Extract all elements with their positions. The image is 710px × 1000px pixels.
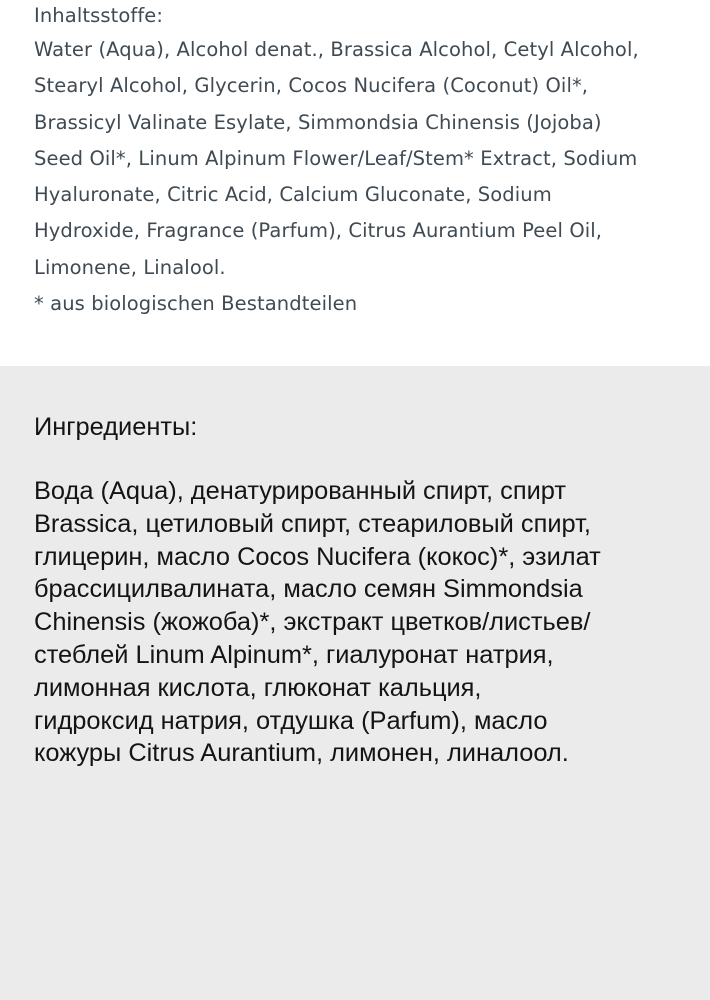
german-ingredient-line: Hydroxide, Fragrance (Parfum), Citrus Aurantium Peel Oil,: [34, 219, 603, 243]
german-ingredient-line: Limonene, Linalool.: [34, 255, 226, 279]
russian-ingredient-line: брассицилвалината, масло семян Simmondsia: [34, 575, 583, 604]
russian-ingredient-line: кожуры Citrus Aurantium, лимонен, линалоол.: [34, 739, 569, 768]
russian-ingredients-body: [34, 475, 601, 770]
russian-ingredients-text: [34, 409, 702, 768]
russian-ingredient-line: глицерин, масло Cocos Nucifera (кокос)*, эзилат: [34, 542, 601, 571]
german-ingredients-section: [0, 0, 710, 366]
german-ingredient-line: Hyaluronate, Citric Acid, Calcium Gluconate, Sodium: [34, 183, 552, 207]
russian-ingredient-line: Brassica, цетиловый спирт, стеариловый спирт,: [34, 509, 591, 538]
russian-ingredient-line: Chinensis (жожоба)*, экстракт цветков/листьев/: [34, 608, 591, 637]
german-heading: Inhaltsstoffe:: [34, 4, 164, 27]
german-ingredient-line: Water (Aqua), Alcohol denat., Brassica Alcohol, Cetyl Alcohol,: [34, 38, 639, 61]
russian-heading: Ингредиенты:: [34, 413, 198, 441]
russian-ingredient-line: Вода (Aqua), денатурированный спирт, спирт: [34, 477, 566, 505]
german-ingredient-line: Brassicyl Valinate Esylate, Simmondsia Chinensis (Jojoba): [34, 110, 602, 134]
german-ingredient-line: Stearyl Alcohol, Glycerin, Cocos Nucifera (Coconut) Oil*,: [34, 74, 589, 98]
german-ingredients-text: [34, 0, 694, 322]
russian-ingredients-section: [0, 366, 710, 1000]
russian-ingredient-line: лимонная кислота, глюконат кальция,: [34, 673, 482, 702]
russian-ingredient-line: стеблей Linum Alpinum*, гиалуронат натрия,: [34, 640, 554, 669]
german-footnote: * aus biologischen Bestandteilen: [34, 292, 358, 316]
german-ingredient-line: Seed Oil*, Linum Alpinum Flower/Leaf/Stem* Extract, Sodium: [34, 146, 638, 170]
russian-ingredient-line: гидроксид натрия, отдушка (Parfum), масло: [34, 706, 548, 735]
